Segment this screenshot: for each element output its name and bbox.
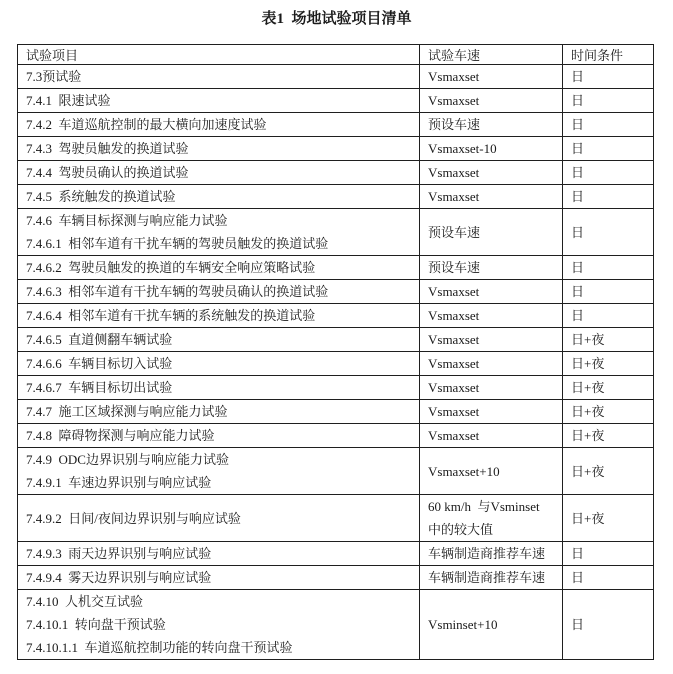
test-item-cell (18, 65, 420, 89)
test-speed-cell (420, 304, 563, 328)
test-speed-cell (420, 376, 563, 400)
test-item-cell (18, 280, 420, 304)
test-item-line: 7.4.10.1 转向盘干预试验 (26, 617, 166, 632)
test-speed-line: Vsmaxset (428, 308, 480, 323)
time-condition-cell (563, 137, 654, 161)
test-speed-line: 60 km/h 与Vsminset (428, 499, 540, 514)
test-item-line: 7.4.6.7 车辆目标切出试验 (26, 380, 173, 395)
test-speed-cell (420, 185, 563, 209)
test-item-cell (18, 495, 420, 542)
time-condition-cell (563, 566, 654, 590)
time-condition-value: 日+夜 (571, 404, 605, 419)
test-speed-cell (420, 542, 563, 566)
time-condition-value: 日 (571, 570, 585, 585)
time-condition-value: 日 (571, 165, 585, 180)
test-item-line: 7.4.9 ODC边界识别与响应能力试验 (26, 452, 229, 467)
time-condition-value: 日 (571, 69, 585, 84)
test-item-cell (18, 424, 420, 448)
test-speed-line: Vsmaxset (428, 428, 480, 443)
test-item-line: 7.4.1 限速试验 (26, 93, 111, 108)
time-condition-cell (563, 590, 654, 660)
test-item-line: 7.4.10.1.1 车道巡航控制功能的转向盘干预试验 (26, 640, 293, 655)
table-row (18, 161, 654, 185)
test-speed-line: Vsminset+10 (428, 617, 498, 632)
test-item-cell (18, 185, 420, 209)
test-item-cell (18, 89, 420, 113)
test-item-cell (18, 256, 420, 280)
test-item-cell (18, 566, 420, 590)
test-speed-line: 中的较大值 (428, 522, 494, 537)
time-condition-value: 日 (571, 308, 585, 323)
test-speed-cell (420, 566, 563, 590)
test-item-line: 7.4.6.6 车辆目标切入试验 (26, 356, 173, 371)
test-item-line: 7.4.6.1 相邻车道有干扰车辆的驾驶员触发的换道试验 (26, 236, 329, 251)
time-condition-value: 日 (571, 617, 585, 632)
test-item-cell (18, 448, 420, 495)
time-condition-cell (563, 424, 654, 448)
header-time-condition: 时间条件 (563, 45, 654, 65)
time-condition-cell (563, 400, 654, 424)
time-condition-value: 日+夜 (571, 356, 605, 371)
test-item-line: 7.4.5 系统触发的换道试验 (26, 189, 176, 204)
table-row (18, 209, 654, 256)
time-condition-value: 日 (571, 224, 585, 240)
test-speed-line: Vsmaxset (428, 404, 480, 419)
table-body (18, 65, 654, 660)
time-condition-value: 日 (571, 117, 585, 132)
test-speed-line: Vsmaxset (428, 284, 480, 299)
time-condition-cell (563, 376, 654, 400)
header-test-item: 试验项目 (18, 45, 420, 65)
time-condition-cell (563, 495, 654, 542)
time-condition-cell (563, 209, 654, 256)
test-item-line: 7.4.6.2 驾驶员触发的换道的车辆安全响应策略试验 (26, 260, 316, 275)
test-item-line: 7.4.9.3 雨天边界识别与响应试验 (26, 546, 212, 561)
test-speed-cell (420, 280, 563, 304)
test-speed-cell (420, 256, 563, 280)
test-item-line: 7.4.10 人机交互试验 (26, 594, 144, 609)
table-row (18, 495, 654, 542)
test-item-line: 7.4.6.4 相邻车道有干扰车辆的系统触发的换道试验 (26, 308, 316, 323)
table-row (18, 448, 654, 495)
test-speed-cell (420, 352, 563, 376)
test-item-cell (18, 590, 420, 660)
test-speed-line: Vsmaxset (428, 356, 480, 371)
time-condition-cell (563, 113, 654, 137)
time-condition-cell (563, 328, 654, 352)
time-condition-value: 日+夜 (571, 380, 605, 395)
test-item-line: 7.4.4 驾驶员确认的换道试验 (26, 165, 189, 180)
test-item-cell (18, 304, 420, 328)
table-row (18, 590, 654, 660)
test-speed-cell (420, 328, 563, 352)
table-row (18, 376, 654, 400)
test-speed-cell (420, 448, 563, 495)
test-speed-line: Vsmaxset (428, 69, 480, 84)
test-item-cell (18, 113, 420, 137)
test-speed-line: 预设车速 (428, 224, 481, 240)
test-item-cell (18, 400, 420, 424)
test-item-cell (18, 328, 420, 352)
test-item-cell (18, 209, 420, 256)
test-speed-cell (420, 137, 563, 161)
table-row (18, 566, 654, 590)
test-item-line: 7.4.3 驾驶员触发的换道试验 (26, 141, 189, 156)
table-row (18, 137, 654, 161)
time-condition-value: 日+夜 (571, 510, 605, 526)
test-speed-line: 预设车速 (428, 117, 481, 132)
time-condition-value: 日 (571, 284, 585, 299)
time-condition-cell (563, 256, 654, 280)
time-condition-value: 日 (571, 546, 585, 561)
test-item-cell (18, 161, 420, 185)
test-item-line: 7.4.9.2 日间/夜间边界识别与响应试验 (26, 510, 241, 526)
test-speed-cell (420, 89, 563, 113)
table-row (18, 328, 654, 352)
test-item-line: 7.4.6.3 相邻车道有干扰车辆的驾驶员确认的换道试验 (26, 284, 329, 299)
test-item-line: 7.4.9.1 车速边界识别与响应试验 (26, 475, 212, 490)
test-speed-line: 预设车速 (428, 260, 481, 275)
test-speed-line: Vsmaxset (428, 165, 480, 180)
test-speed-line: 车辆制造商推荐车速 (428, 570, 546, 585)
time-condition-cell (563, 65, 654, 89)
table-row (18, 400, 654, 424)
table-row (18, 113, 654, 137)
time-condition-cell (563, 280, 654, 304)
test-item-line: 7.4.7 施工区域探测与响应能力试验 (26, 404, 228, 419)
test-speed-line: Vsmaxset (428, 332, 480, 347)
test-speed-line: Vsmaxset (428, 189, 480, 204)
test-speed-cell (420, 590, 563, 660)
test-item-cell (18, 352, 420, 376)
table-row (18, 542, 654, 566)
table-row (18, 424, 654, 448)
test-speed-line: Vsmaxset-10 (428, 141, 497, 156)
time-condition-cell (563, 542, 654, 566)
header-row (18, 45, 654, 65)
test-item-line: 7.4.8 障碍物探测与响应能力试验 (26, 428, 215, 443)
test-speed-cell (420, 424, 563, 448)
time-condition-cell (563, 352, 654, 376)
test-item-cell (18, 137, 420, 161)
test-speed-cell (420, 400, 563, 424)
table-row (18, 304, 654, 328)
test-speed-cell (420, 65, 563, 89)
time-condition-value: 日+夜 (571, 428, 605, 443)
header-test-speed: 试验车速 (420, 45, 563, 65)
table-row (18, 352, 654, 376)
time-condition-cell (563, 161, 654, 185)
time-condition-cell (563, 304, 654, 328)
time-condition-value: 日 (571, 141, 585, 156)
test-speed-cell (420, 113, 563, 137)
table-row (18, 256, 654, 280)
test-speed-line: Vsmaxset+10 (428, 463, 500, 479)
test-item-cell (18, 376, 420, 400)
time-condition-value: 日 (571, 93, 585, 108)
table-row (18, 65, 654, 89)
time-condition-value: 日 (571, 189, 585, 204)
time-condition-cell (563, 89, 654, 113)
time-condition-cell (563, 448, 654, 495)
table-row (18, 185, 654, 209)
table-row (18, 280, 654, 304)
test-speed-line: 车辆制造商推荐车速 (428, 546, 546, 561)
time-condition-value: 日 (571, 260, 585, 275)
test-item-line: 7.4.6.5 直道侧翻车辆试验 (26, 332, 173, 347)
test-item-line: 7.4.2 车道巡航控制的最大横向加速度试验 (26, 117, 267, 132)
test-speed-line: Vsmaxset (428, 93, 480, 108)
time-condition-value: 日+夜 (571, 463, 605, 479)
test-item-line: 7.4.6 车辆目标探测与响应能力试验 (26, 213, 228, 228)
test-speed-cell (420, 161, 563, 185)
test-item-cell (18, 542, 420, 566)
table-caption: 表1 场地试验项目清单 (261, 11, 412, 27)
test-speed-cell (420, 209, 563, 256)
test-item-line: 7.4.9.4 雾天边界识别与响应试验 (26, 570, 212, 585)
test-speed-line: Vsmaxset (428, 380, 480, 395)
test-item-line: 7.3预试验 (26, 69, 82, 84)
time-condition-value: 日+夜 (571, 332, 605, 347)
test-speed-cell (420, 495, 563, 542)
time-condition-cell (563, 185, 654, 209)
field-test-items-table (17, 44, 654, 660)
table-row (18, 89, 654, 113)
